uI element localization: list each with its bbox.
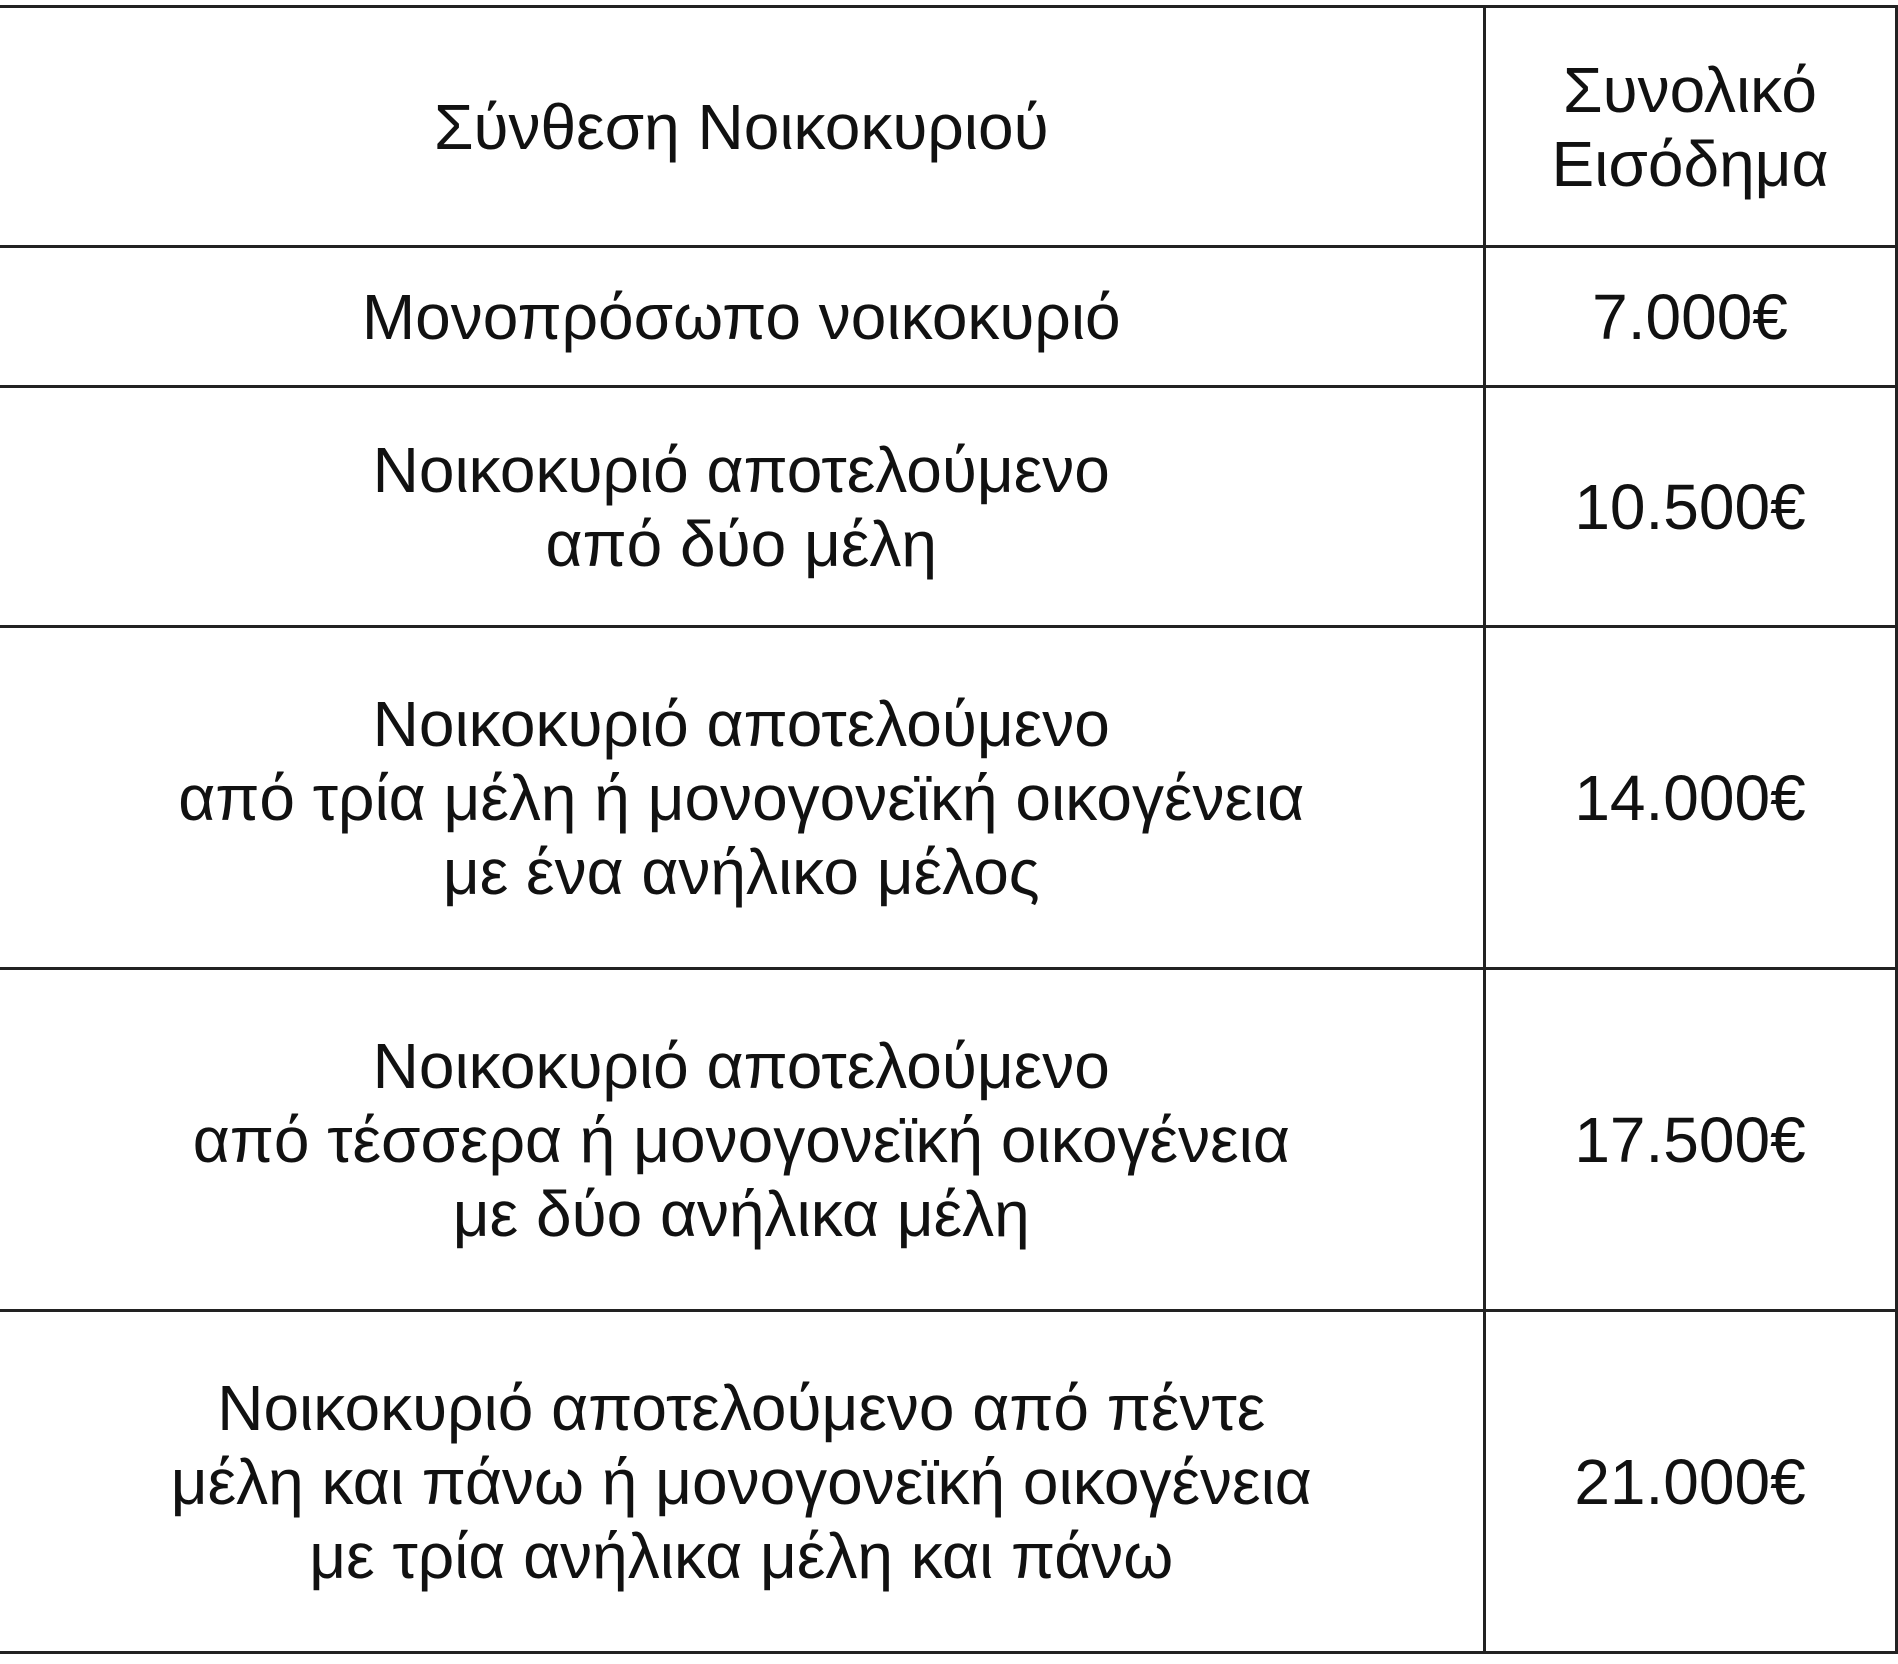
table-row — [0, 387, 1896, 627]
income-thresholds-table — [0, 5, 1898, 1654]
income-value: 17.500€ — [1574, 1103, 1806, 1176]
composition-text: Μονοπρόσωπο νοικοκυριό — [361, 280, 1121, 353]
composition-text: Νοικοκυριό αποτελούμενο από πέντε μέλη και πάνω ή μονογονεϊκή οικογένεια με τρία ανήλικα μέλη και πάνω — [170, 1371, 1312, 1592]
income-value: 7.000€ — [1592, 280, 1788, 353]
income-value: 14.000€ — [1574, 761, 1806, 834]
composition-cell — [0, 1311, 1484, 1653]
income-cell — [1484, 247, 1896, 387]
table-row — [0, 627, 1896, 969]
header-composition-label: Σύνθεση Νοικοκυριού — [433, 90, 1049, 163]
composition-cell — [0, 969, 1484, 1311]
table-row — [0, 969, 1896, 1311]
income-cell — [1484, 387, 1896, 627]
composition-text: Νοικοκυριό αποτελούμενο από τρία μέλη ή μονογονεϊκή οικογένεια με ένα ανήλικο μέλος — [178, 687, 1305, 908]
header-income-label: Συνολικό Εισόδημα — [1551, 53, 1829, 200]
income-cell — [1484, 1311, 1896, 1653]
composition-text: Νοικοκυριό αποτελούμενο από δύο μέλη — [372, 433, 1110, 580]
table-row — [0, 1311, 1896, 1653]
table-row — [0, 247, 1896, 387]
table-header-row — [0, 7, 1896, 247]
income-value: 10.500€ — [1574, 470, 1806, 543]
composition-cell — [0, 247, 1484, 387]
income-cell — [1484, 627, 1896, 969]
composition-cell — [0, 387, 1484, 627]
composition-text: Νοικοκυριό αποτελούμενο από τέσσερα ή μονογονεϊκή οικογένεια με δύο ανήλικα μέλη — [192, 1029, 1290, 1250]
header-income — [1484, 7, 1896, 247]
composition-cell — [0, 627, 1484, 969]
income-cell — [1484, 969, 1896, 1311]
header-composition — [0, 7, 1484, 247]
income-value: 21.000€ — [1574, 1445, 1806, 1518]
